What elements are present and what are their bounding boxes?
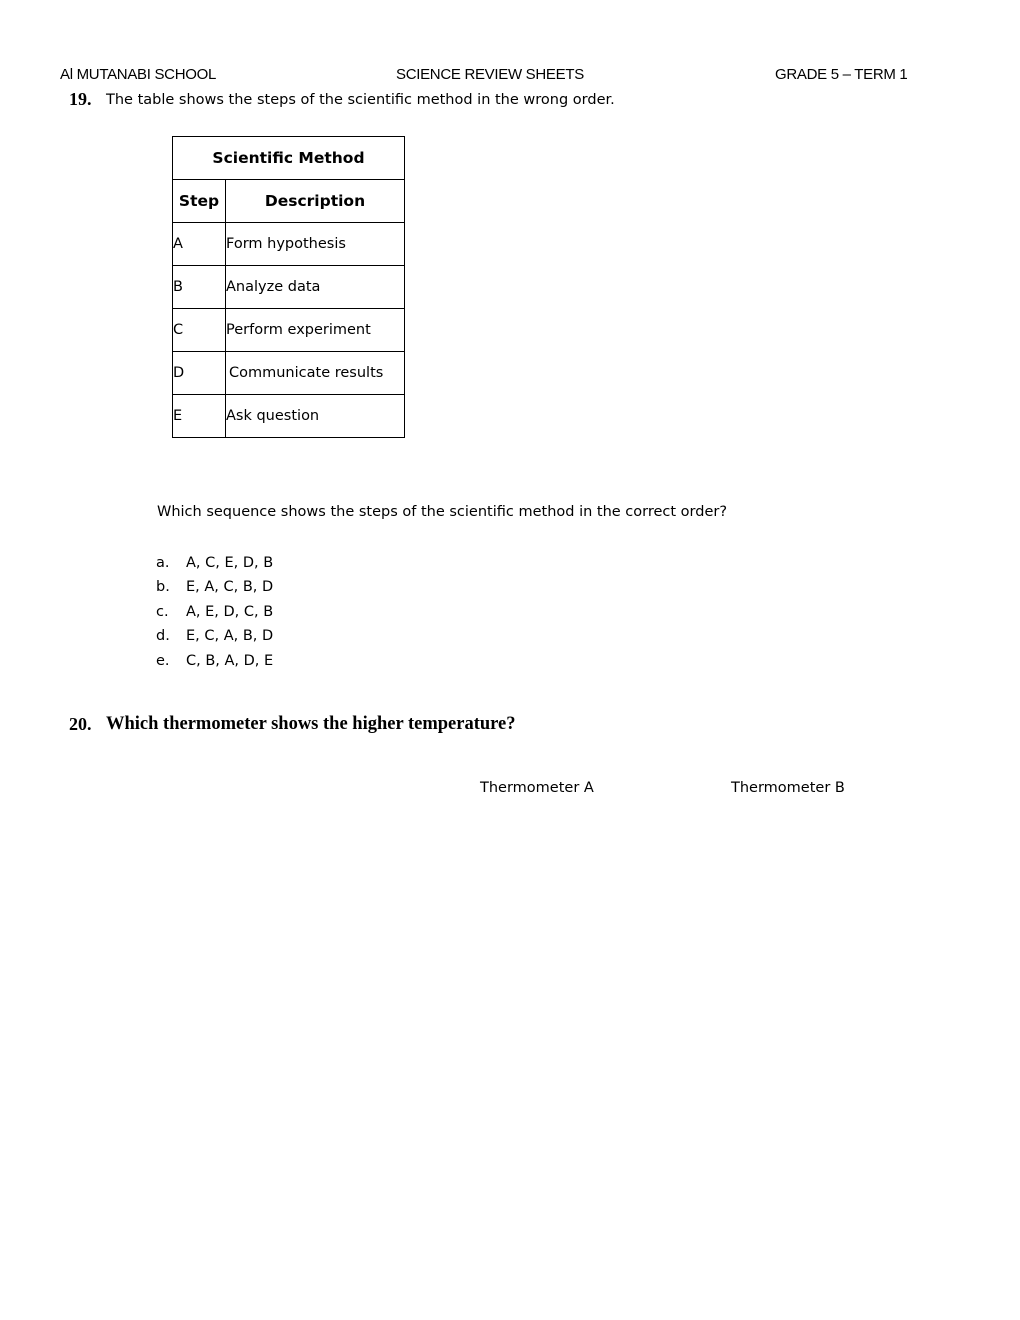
- thermometer-a-label: Thermometer A: [480, 780, 594, 796]
- header-sheet-title: SCIENCE REVIEW SHEETS: [396, 66, 584, 83]
- table-title-row: [173, 137, 405, 180]
- answer-option-b[interactable]: [156, 577, 273, 601]
- option-text: A, E, D, C, B: [186, 603, 274, 620]
- header-school-name: Al MUTANABI SCHOOL: [60, 66, 217, 83]
- column-header-step: Step: [173, 180, 226, 223]
- header-grade-term: GRADE 5 – TERM 1: [775, 66, 908, 83]
- option-text: C, B, A, D, E: [186, 652, 274, 669]
- answer-options: [156, 553, 273, 675]
- answer-option-c[interactable]: [156, 602, 273, 626]
- option-text: E, C, A, B, D: [186, 628, 274, 645]
- question-19-prompt: The table shows the steps of the scientific method in the wrong order.: [106, 92, 615, 108]
- answer-option-e[interactable]: [156, 651, 273, 675]
- option-text: E, A, C, B, D: [186, 579, 274, 596]
- question-19-sub-question: Which sequence shows the steps of the scientific method in the correct order?: [157, 504, 728, 520]
- step-cell: B: [173, 266, 226, 309]
- column-header-description: Description: [226, 180, 405, 223]
- scientific-method-table: [172, 136, 405, 438]
- table-title: Scientific Method: [173, 137, 405, 180]
- description-cell: Perform experiment: [226, 309, 405, 352]
- table-row: [173, 223, 405, 266]
- step-cell: A: [173, 223, 226, 266]
- table-row: [173, 309, 405, 352]
- table-row: [173, 395, 405, 438]
- question-20-prompt: Which thermometer shows the higher temperature?: [106, 714, 516, 734]
- option-letter: a.: [156, 555, 170, 571]
- option-letter: b.: [156, 579, 170, 596]
- option-text: A, C, E, D, B: [186, 555, 274, 571]
- step-cell: E: [173, 395, 226, 438]
- description-cell: Ask question: [226, 395, 405, 438]
- option-letter: c.: [156, 603, 169, 620]
- option-letter: e.: [156, 652, 170, 669]
- table-header-row: [173, 180, 405, 223]
- table-row: [173, 352, 405, 395]
- description-cell: Form hypothesis: [226, 223, 405, 266]
- thermometer-b-label: Thermometer B: [731, 780, 845, 796]
- option-letter: d.: [156, 628, 170, 645]
- answer-option-d[interactable]: [156, 626, 273, 650]
- step-cell: D: [173, 352, 226, 395]
- description-cell: Communicate results: [226, 352, 405, 395]
- answer-option-a[interactable]: [156, 553, 273, 577]
- question-20-number: 20.: [69, 714, 92, 734]
- table-row: [173, 266, 405, 309]
- question-19-number: 19.: [69, 89, 92, 109]
- step-cell: C: [173, 309, 226, 352]
- description-cell: Analyze data: [226, 266, 405, 309]
